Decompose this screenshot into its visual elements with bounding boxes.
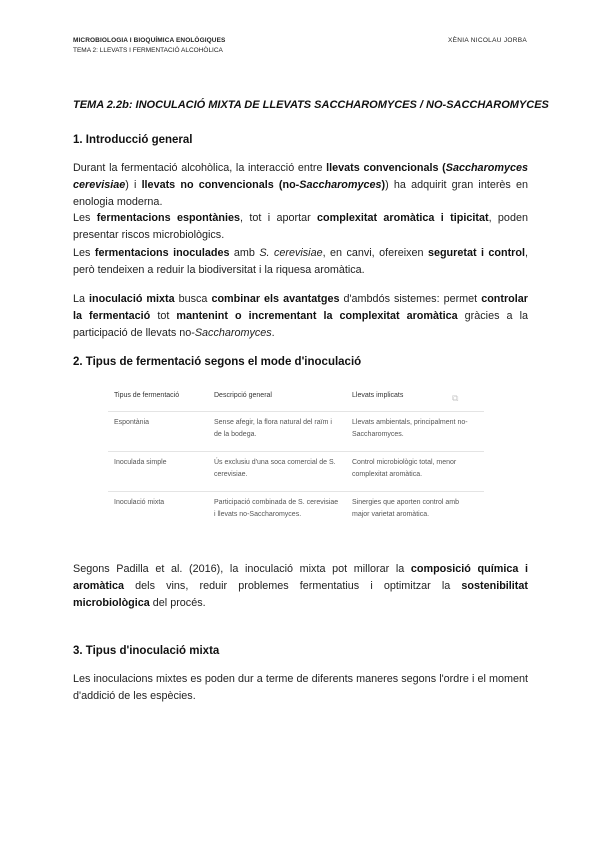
section1-paragraph1: Durant la fermentació alcohòlica, la interacció entre llevats convencionals (Saccharomyces cerevisiae) i llevats no convencionals (no-Saccharomyces)) ha adquirit gran interès en enologia moderna.: [73, 162, 529, 209]
section1-paragraph4: La inoculació mixta busca combinar els avantatges d'ambdós sistemes: permet controlar la fermentació tot mantenint o incrementant la complexitat aromàtica gràcies a la participació de llevats no-Saccharomyces.: [73, 293, 528, 340]
table-row: [108, 452, 484, 492]
table-cell: Control microbiològic total, menor complexitat aromàtica.: [346, 452, 484, 492]
header-author: XÈNIA NICOLAU JORBA: [447, 37, 527, 44]
header-topic: TEMA 2: LLEVATS I FERMENTACIÓ ALCOHÒLICA: [73, 47, 223, 54]
document-title: TEMA 2.2b: INOCULACIÓ MIXTA DE LLEVATS SACCHAROMYCES / NO-SACCHAROMYCES: [73, 99, 549, 111]
section3-heading: 3. Tipus d'inoculació mixta: [73, 645, 220, 657]
section1-paragraph2: Les fermentacions espontànies, tot i aportar complexitat aromàtica i tipicitat, poden presentar riscos microbiològics.: [73, 212, 528, 242]
table-cell: Sinergies que aporten control amb major varietat aromàtica.: [346, 492, 484, 544]
section2-heading: 2. Tipus de fermentació segons el mode d'inoculació: [73, 356, 362, 368]
table-cell: Inoculada simple: [108, 452, 208, 492]
table-cell: Sense afegir, la flora natural del raïm i de la bodega.: [208, 412, 346, 452]
fermentation-types-table: [108, 392, 484, 544]
table-header-cell: Llevats implicats: [352, 392, 404, 399]
section3-paragraph: Les inoculacions mixtes es poden dur a terme de diferents maneres segons l'ordre i el moment d'addició de les espècies.: [73, 673, 528, 703]
section1-heading: 1. Introducció general: [73, 134, 193, 146]
table-copy-icon[interactable]: ⧉: [452, 393, 459, 403]
table-cell: Participació combinada de S. cerevisiae i llevats no-Saccharomyces.: [208, 492, 346, 544]
table-cell: Inoculació mixta: [108, 492, 208, 544]
section2-paragraph: Segons Padilla et al. (2016), la inoculació mixta pot millorar la composició química i aromàtica dels vins, reduir problemes fermentatius i optimitzar la sostenibilitat microbiològica del procés.: [73, 563, 528, 610]
section1-paragraph3: Les fermentacions inoculades amb S. cerevisiae, en canvi, ofereixen seguretat i control, però tendeixen a reduir la biodiversitat i la riquesa aromàtica.: [73, 247, 528, 277]
table-header-row: [108, 392, 484, 412]
table-cell: Ús exclusiu d'una soca comercial de S. cerevisiae.: [208, 452, 346, 492]
table-header-cell: Tipus de fermentació: [114, 392, 180, 399]
table-row: [108, 492, 484, 544]
table-cell: Llevats ambientals, principalment no-Saccharomyces.: [346, 412, 484, 452]
table-row: [108, 412, 484, 452]
table-header-cell: Descripció general: [214, 392, 272, 399]
table-cell: Espontània: [108, 412, 208, 452]
header-course: MICROBIOLOGIA I BIOQUÍMICA ENOLÒGIQUES: [73, 37, 226, 44]
